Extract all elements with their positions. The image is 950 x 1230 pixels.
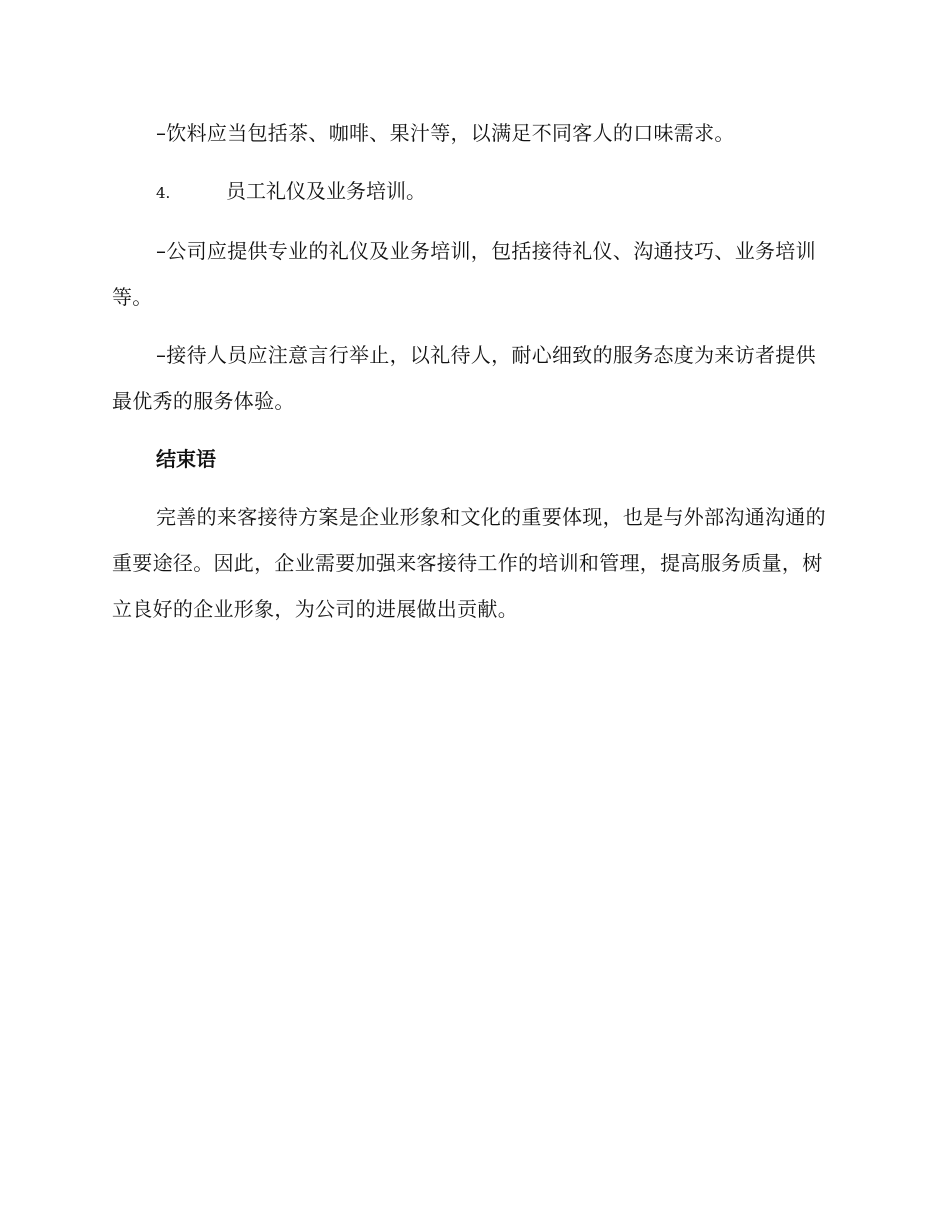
document-body (112, 110, 832, 644)
paragraph-conclusion: 完善的来客接待方案是企业形象和文化的重要体现，也是与外部沟通沟通的重要途径。因此，企业需要加强来客接待工作的培训和管理，提高服务质量，树立良好的企业形象，为公司的进展做出贡献。 (112, 505, 826, 621)
item-number: 4. (156, 184, 171, 202)
conclusion-heading: 结束语 (156, 447, 216, 471)
numbered-item-4 (112, 168, 832, 216)
paragraph-training: –公司应提供专业的礼仪及业务培训，包括接待礼仪、沟通技巧、业务培训等。 (112, 239, 816, 309)
paragraph-manners: –接待人员应注意言行举止，以礼待人，耐心细致的服务态度为来访者提供最优秀的服务体验。 (112, 343, 816, 413)
item-text: 员工礼仪及业务培训。 (226, 179, 426, 203)
paragraph-drinks: –饮料应当包括茶、咖啡、果汁等，以满足不同客人的口味需求。 (156, 121, 735, 145)
